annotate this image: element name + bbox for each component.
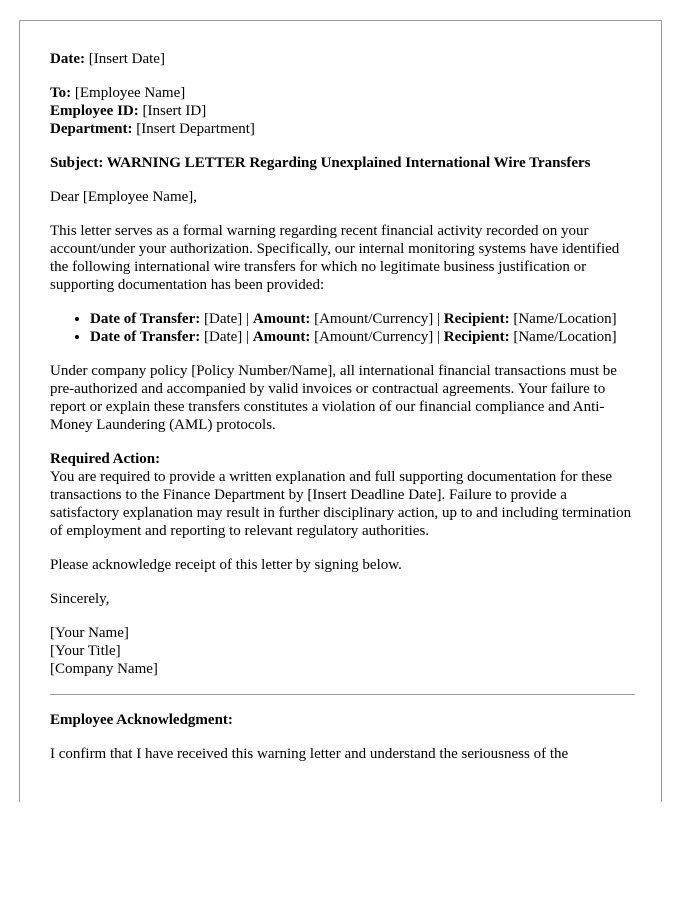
transfer-list-item: • Date of Transfer: [Date] | Amount: [Amount/Currency] | Recipient: [Name/Location] xyxy=(90,328,635,346)
transfer-date-label: Date of Transfer: xyxy=(90,311,201,327)
subject-text: Subject: WARNING LETTER Regarding Unexplained International Wire Transfers xyxy=(50,155,591,171)
transfer-date-value: [Date] xyxy=(204,329,243,345)
transfer-recipient-label: Recipient: xyxy=(443,329,510,345)
transfer-recipient-value: [Name/Location] xyxy=(513,311,617,327)
transfer-date-value: [Date] xyxy=(204,311,243,327)
transfer-list-item: • Date of Transfer: [Date] | Amount: [Amount/Currency] | Recipient: [Name/Location] xyxy=(90,310,635,328)
transfer-recipient-label: Recipient: xyxy=(443,311,510,327)
section-divider xyxy=(50,694,635,695)
employee-acknowledgment-heading: Employee Acknowledgment: xyxy=(50,712,233,728)
transfer-amount-label: Amount: xyxy=(252,329,311,345)
transfer-amount-label: Amount: xyxy=(252,311,311,327)
date-value: [Insert Date] xyxy=(88,51,165,67)
to-value: [Employee Name] xyxy=(74,85,186,101)
letter-content xyxy=(50,50,635,779)
employee-id-label: Employee ID: xyxy=(50,103,139,119)
intro-paragraph: This letter serves as a formal warning regarding recent financial activity recorded on your account/under your authorization. Specifically, our internal monitoring systems have identified the following international wire transfers for which no legitimate business justification or supporting documentation has been provided: xyxy=(50,223,620,293)
acknowledge-request: Please acknowledge receipt of this letter by signing below. xyxy=(50,557,402,573)
signature-name: [Your Name] xyxy=(50,625,129,641)
transfer-list xyxy=(50,310,635,346)
employee-id-value: [Insert ID] xyxy=(142,103,207,119)
recipient-block xyxy=(50,84,635,138)
required-action-text: You are required to provide a written explanation and full supporting documentation for these transactions to the Finance Department by [Insert Deadline Date]. Failure to provide a satisfactory explanation may result in further disciplinary action, up to and including termination of employment and reporting to relevant regulatory authorities. xyxy=(50,469,632,539)
transfer-amount-value: [Amount/Currency] xyxy=(314,329,434,345)
transfer-amount-value: [Amount/Currency] xyxy=(314,311,434,327)
transfer-date-label: Date of Transfer: xyxy=(90,329,201,345)
to-label: To: xyxy=(50,85,72,101)
signature-company: [Company Name] xyxy=(50,661,158,677)
required-action-heading: Required Action: xyxy=(50,451,161,467)
date-label: Date: xyxy=(50,51,85,67)
required-action-section xyxy=(50,450,635,540)
department-value: [Insert Department] xyxy=(136,121,255,137)
employee-acknowledgment-heading-line xyxy=(50,711,635,729)
policy-paragraph: Under company policy [Policy Number/Name], all international financial transactions must be pre-authorized and accompanied by valid invoices or contractual agreements. Your failure to report or explain these transfers constitutes a violation of our financial compliance and Anti-Money Laundering (AML) protocols. xyxy=(50,363,617,433)
salutation: Dear [Employee Name], xyxy=(50,189,198,205)
signature-title: [Your Title] xyxy=(50,643,121,659)
date-line xyxy=(50,50,635,68)
transfer-recipient-value: [Name/Location] xyxy=(513,329,617,345)
signature-block xyxy=(50,624,635,678)
subject-line xyxy=(50,154,635,172)
letter-page xyxy=(19,20,662,802)
closing: Sincerely, xyxy=(50,591,110,607)
department-label: Department: xyxy=(50,121,133,137)
employee-acknowledgment-text: I confirm that I have received this warning letter and understand the seriousness of the xyxy=(50,746,569,762)
